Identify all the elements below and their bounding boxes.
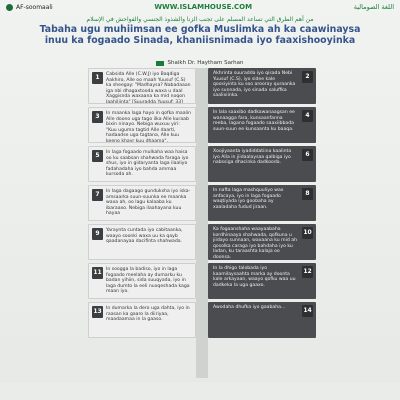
tip-number: 10: [302, 227, 313, 239]
tip-number: 9: [92, 228, 103, 240]
tip-text: Akhrinta suuradda iyo qisada Nebi Yuusuf (C.S), iyo sidee kale qoosiyinta ku soo arooray quraanka iyo sunnada, iyo sinada saluffka saalixiinka.: [213, 71, 296, 99]
tip-number: 2: [302, 71, 313, 83]
tip-card: [208, 68, 316, 104]
tip-card: [88, 68, 196, 104]
tip-text: Awodaha dhufka iyo gaabaha...: [213, 305, 286, 310]
tip-number: 1: [92, 72, 103, 84]
tip-number: 5: [92, 150, 103, 162]
brand-logo-icon: [6, 4, 13, 11]
tip-text: In laga dagaago gunduksha iyo iska-amsaarka suun-suunka ee maanka waxa ah, oo lagu kalaaba ku ibaraaxo. Nebiga ilaahayana kuu hayaa: [106, 189, 191, 217]
tip-text: In nafta laga mashquuliyo wax anfacaya, iyo in laga fogaado waqtiyada iyo goobaha ay xaaladaha fudud jiraan.: [213, 188, 284, 210]
tip-card: [208, 224, 316, 260]
tip-number: 12: [302, 266, 313, 278]
brand-name: AF-soomaali: [16, 3, 53, 11]
tips-row: [88, 185, 316, 221]
tip-card: [88, 107, 196, 143]
tip-card: [208, 302, 316, 338]
page-title: Tabaha ugu muhiimsan ee gofka Muslimka ah ka caawinaysa inuu ka fogaado Sinada, khaniisnimada iyo faaxishooyinka: [39, 24, 361, 46]
tip-text: In lala saaxibo dadkawanaagsan ee wanaagga fara, kunsaanfanna reeba, lagana fogaado saaxiibbada suun-suun ee kunsaanta ku baaqa.: [213, 110, 295, 132]
tip-text: Yaraynta cuntada iyo cabitaanka, waayo soonki waxa uu ka qayb qaadanayaa dacifinta shahwada.: [106, 228, 183, 245]
tip-text: Cabsida Alle (C.W.J) iyo Baqdiga Aakhiro, Alle oo maah Yuusuf (C.S) ka sheegay: "Madhaysa? Nabadaaan iga nbi dhagaxtooda waxa u daal Xaggisnda waxaana ka mid noqon Jaahiliinta" [Suuradda Yuusuf: 33]: [106, 72, 191, 104]
footer-strip: [0, 382, 400, 400]
tip-text: In dumarka la dero uga dahta, iyo in raasan ka gaaro la diiriyaa, maadaamaa in la gaaso.: [106, 306, 190, 323]
tip-card: [88, 146, 196, 182]
tip-card: [88, 185, 196, 221]
author-line: [0, 60, 400, 66]
tips-row: [88, 146, 316, 182]
tips-list: [88, 68, 316, 341]
top-bar: [0, 0, 400, 14]
tip-text: In maanka laga hayo in qofka maalin Alle doono uga tago ilka Alle kuraab bixin ninayo. Nebiga wuxuu yiri: "Kuu uguma tagtid Alle daarti, hadaadse uga tagtana, Alle kuu keeno khayr kuu dhaama".: [106, 111, 192, 143]
tip-number: 13: [92, 306, 103, 318]
tip-text: Ka fogaanshaha waayaabaha kordhinaaya shahwada, qofkuna u jiidayo sunnaan, waxaana ku mid ah qosolka caraga iyo bahdaha iyo ku ladan, ku taraashta kalaja oo doonsa.: [213, 227, 297, 260]
tip-number: 3: [92, 111, 103, 123]
tip-text: In soogga la badiso, iyo in laga fogaado meelaha ay dumarku ku badan yihiin, sida suuqyada, iyo in laga dumto la eeli nuxqeshada kaga maan iyo.: [106, 267, 190, 295]
tip-number: 6: [302, 149, 313, 161]
tip-text: Xoojiyaanta iyadiddatiina kaalinta iyo Alla in jiidaalaysaa qalbiga iyo nabssiga dhacinka dadkooda.: [213, 149, 292, 166]
tip-card: [88, 302, 196, 338]
tips-row: [88, 263, 316, 299]
tip-text: In laga fogaado mulkaha waa haisa oo ku saabsan shahwada faraga iyo shus, iyo in gidaryanta laga ilaaliyo fadahadaha iyo bahda ammaa kursoda ah.: [106, 150, 189, 178]
arabic-title: من أهم الطرق التي تساعد المسلم على تجنب الزنا والشذوذ الجنسي والفواحش في الإسلام: [86, 15, 314, 23]
tip-card: [208, 107, 316, 143]
flag-icon: [156, 61, 164, 66]
author-name: Shaikh Dr. Haytham Sarhan: [167, 60, 244, 66]
language-label: اللغة الصومالية: [353, 3, 394, 11]
tip-number: 8: [302, 188, 313, 200]
tip-number: 11: [92, 267, 103, 279]
tips-row: [88, 224, 316, 260]
tip-number: 14: [302, 305, 313, 317]
tip-number: 4: [302, 110, 313, 122]
tip-text: In la dhigo talobada iyo kaamilaysaahta marka ay doonta kale arkayaan, waayo qofku waa uu dadkeka la uga gaaxo.: [213, 266, 296, 288]
brand-block: [6, 4, 53, 11]
tip-card: [208, 146, 316, 182]
tip-card: [208, 263, 316, 299]
site-url[interactable]: WWW.ISLAMHOUSE.COM: [154, 3, 253, 11]
tip-card: [208, 185, 316, 221]
tip-card: [88, 263, 196, 299]
tips-row: [88, 107, 316, 143]
tip-number: 7: [92, 189, 103, 201]
tips-row: [88, 68, 316, 104]
tips-row: [88, 302, 316, 338]
tip-card: [88, 224, 196, 260]
